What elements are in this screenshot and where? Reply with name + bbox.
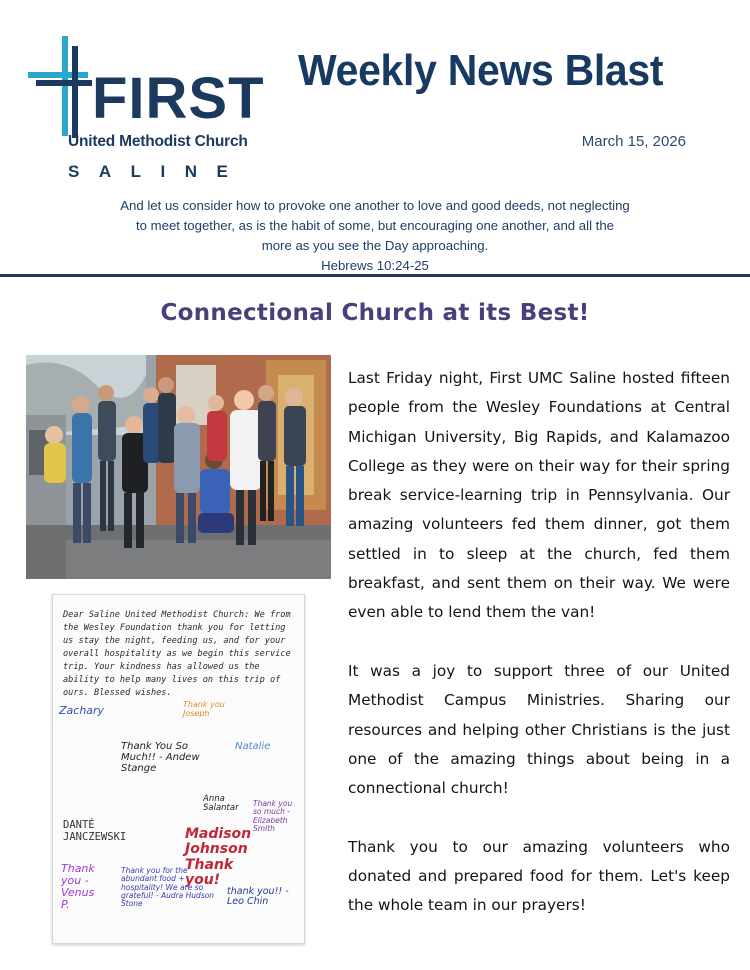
article-body	[348, 364, 730, 950]
scripture-verse	[120, 196, 630, 276]
logo-church-name: United Methodist Church	[68, 133, 248, 150]
logo-city: SALINE	[68, 162, 248, 181]
card-signature: Thank you - Venus P.	[61, 862, 95, 912]
church-logo	[28, 34, 268, 184]
card-signature: Thank you so much - Elizabeth Smith	[253, 799, 293, 833]
article-paragraph: It was a joy to support three of our United Methodist Campus Ministries. Sharing our resources and helping other Christians is the just one of the amazing things about being in a connectional church!	[348, 661, 730, 798]
header-divider	[0, 274, 750, 277]
newsletter-title: Weekly News Blast	[298, 46, 664, 95]
card-signature: thank you!! - Leo Chin	[227, 886, 289, 908]
article-paragraph: Last Friday night, First UMC Saline hosted fifteen people from the Wesley Foundations at Central Michigan University, Big Rapids, and Kalamazoo College as they were on their way for their spring break service-learning trip in Pennsylvania. Our amazing volunteers fed them dinner, got them settled in to sleep at the church, fed them breakfast, and sent them on their way. We were even able to lend them the van!	[348, 369, 730, 622]
card-signature: Natalie	[235, 741, 271, 752]
group-photo	[26, 355, 331, 579]
verse-text: And let us consider how to provoke one another to love and good deeds, not neglecting to meet together, as is the habit of some, but encouraging one another, and all the more as you see the Day approaching.	[120, 198, 630, 253]
card-message: Dear Saline United Methodist Church: We from the Wesley Foundation thank you for letting us stay the night, feeding us, and for your overall hospitality as we begin this service trip. Your kindness has allowed us the ability to help many lives on this trip of ours. Blessed wishes.	[63, 610, 291, 698]
card-signature: DANTÉ JANCZEWSKI	[63, 819, 127, 843]
card-signature: Thank you for the abundant food + hospitality! We are so grateful! - Audra Hudson Stone	[121, 866, 215, 908]
logo-wordmark: FIRST	[92, 66, 265, 131]
card-signature: Madison Johnson Thank you!	[185, 826, 252, 889]
article-paragraph: Thank you to our amazing volunteers who donated and prepared food for them. Let's keep the whole team in our prayers!	[348, 837, 730, 915]
card-signature: Thank you Joseph	[183, 700, 225, 718]
newsletter-date: March 15, 2026	[581, 133, 686, 150]
card-signature: Anna Salantar	[203, 794, 239, 814]
card-signature: Thank You So Much!! - Andew Stange	[121, 741, 200, 774]
thank-you-card-photo	[52, 594, 305, 944]
article-headline: Connectional Church at its Best!	[160, 300, 590, 326]
card-signature: Zachary	[59, 704, 105, 717]
verse-reference: Hebrews 10:24-25	[321, 258, 429, 273]
